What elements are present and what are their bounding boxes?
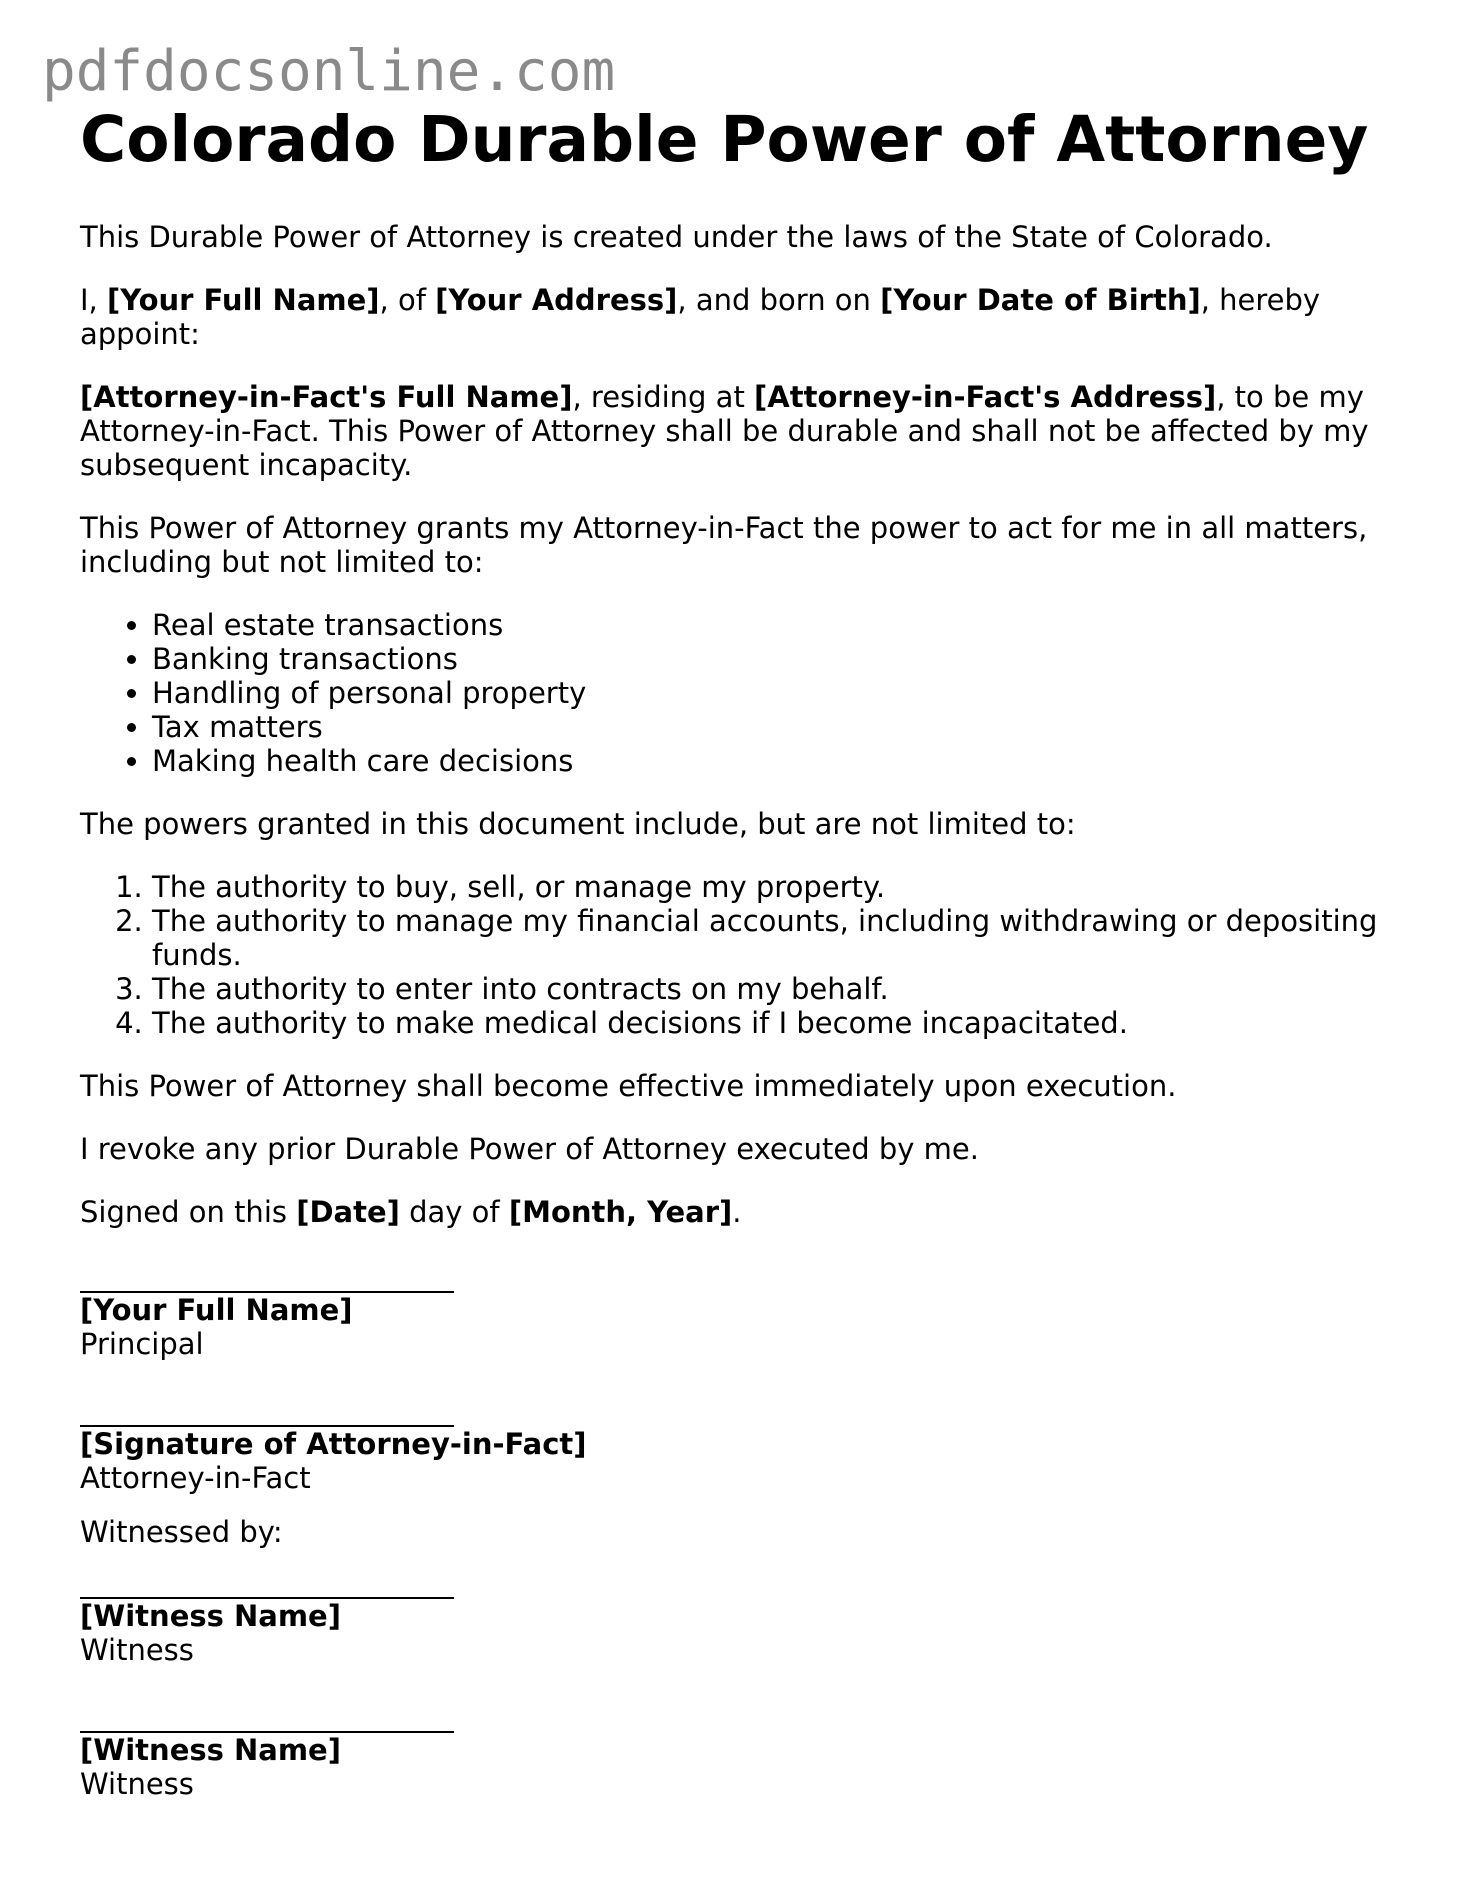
principal-dob-placeholder: [Your Date of Birth] [880, 283, 1201, 317]
attorney-text-1: , residing at [572, 380, 755, 414]
principal-role-label: Principal [80, 1327, 204, 1361]
witness1-signature-block [80, 1597, 1380, 1667]
attorney-signature-label: [Signature of Attorney-in-Fact] [80, 1427, 587, 1461]
effective-paragraph: This Power of Attorney shall become effective immediately upon execution. [80, 1069, 1177, 1103]
list-item: 2. The authority to manage my financial accounts, including withdrawing or depositing funds. [152, 904, 1380, 972]
signed-paragraph [80, 1195, 1380, 1229]
list-item: 4. The authority to make medical decisions if I become incapacitated. [152, 1006, 1380, 1040]
list-item: • Tax matters [152, 710, 1380, 744]
grants-intro: This Power of Attorney grants my Attorney-in-Fact the power to act for me in all matters, including but not limited to: [80, 511, 1368, 579]
appointment-paragraph [80, 283, 1380, 351]
appoint-text-1: I, [80, 283, 107, 317]
appoint-text-4: , hereby appoint: [80, 283, 1321, 351]
appoint-text-3: , and born on [677, 283, 881, 317]
attorney-signature-block [80, 1425, 1380, 1495]
attorney-role-label: Attorney-in-Fact [80, 1461, 311, 1495]
witness2-name-label: [Witness Name] [80, 1733, 341, 1767]
witness2-signature-block [80, 1731, 1380, 1801]
watermark: pdfdocsonline.com [42, 39, 616, 104]
list-item: • Real estate transactions [152, 608, 1380, 642]
attorney-address-placeholder: [Attorney-in-Fact's Address] [754, 380, 1217, 414]
document-page [80, 98, 1380, 1801]
list-item: • Making health care decisions [152, 744, 1380, 778]
witness2-role-label: Witness [80, 1767, 194, 1801]
list-item: 3. The authority to enter into contracts on my behalf. [152, 972, 1380, 1006]
powers-intro: The powers granted in this document include, but are not limited to: [80, 807, 1076, 841]
month-year-placeholder: [Month, Year] [508, 1195, 733, 1229]
document-title: Colorado Durable Power of Attorney [80, 103, 1369, 176]
witness1-role-label: Witness [80, 1633, 194, 1667]
matters-list [80, 608, 1380, 778]
witnessed-by-label: Witnessed by: [80, 1515, 283, 1549]
list-item: 1. The authority to buy, sell, or manage my property. [152, 870, 1380, 904]
revoke-paragraph: I revoke any prior Durable Power of Attorney executed by me. [80, 1132, 979, 1166]
attorney-name-placeholder: [Attorney-in-Fact's Full Name] [80, 380, 573, 414]
attorney-text-2: , to be my Attorney-in-Fact. This Power of Attorney shall be durable and shall not be affected by my subsequent incapacity. [80, 380, 1369, 482]
principal-name-placeholder: [Your Full Name] [107, 283, 380, 317]
signed-text-2: day of [399, 1195, 509, 1229]
powers-list [80, 870, 1380, 1040]
signed-text-1: Signed on this [80, 1195, 297, 1229]
appoint-text-2: , of [379, 283, 436, 317]
signed-text-3: . [732, 1195, 742, 1229]
attorney-paragraph [80, 380, 1380, 482]
principal-name-label: [Your Full Name] [80, 1293, 353, 1327]
principal-signature-block [80, 1291, 1380, 1361]
intro-paragraph: This Durable Power of Attorney is created under the laws of the State of Colorado. [80, 220, 1273, 254]
witness1-name-label: [Witness Name] [80, 1599, 341, 1633]
list-item: • Banking transactions [152, 642, 1380, 676]
principal-address-placeholder: [Your Address] [435, 283, 678, 317]
date-placeholder: [Date] [296, 1195, 400, 1229]
list-item: • Handling of personal property [152, 676, 1380, 710]
